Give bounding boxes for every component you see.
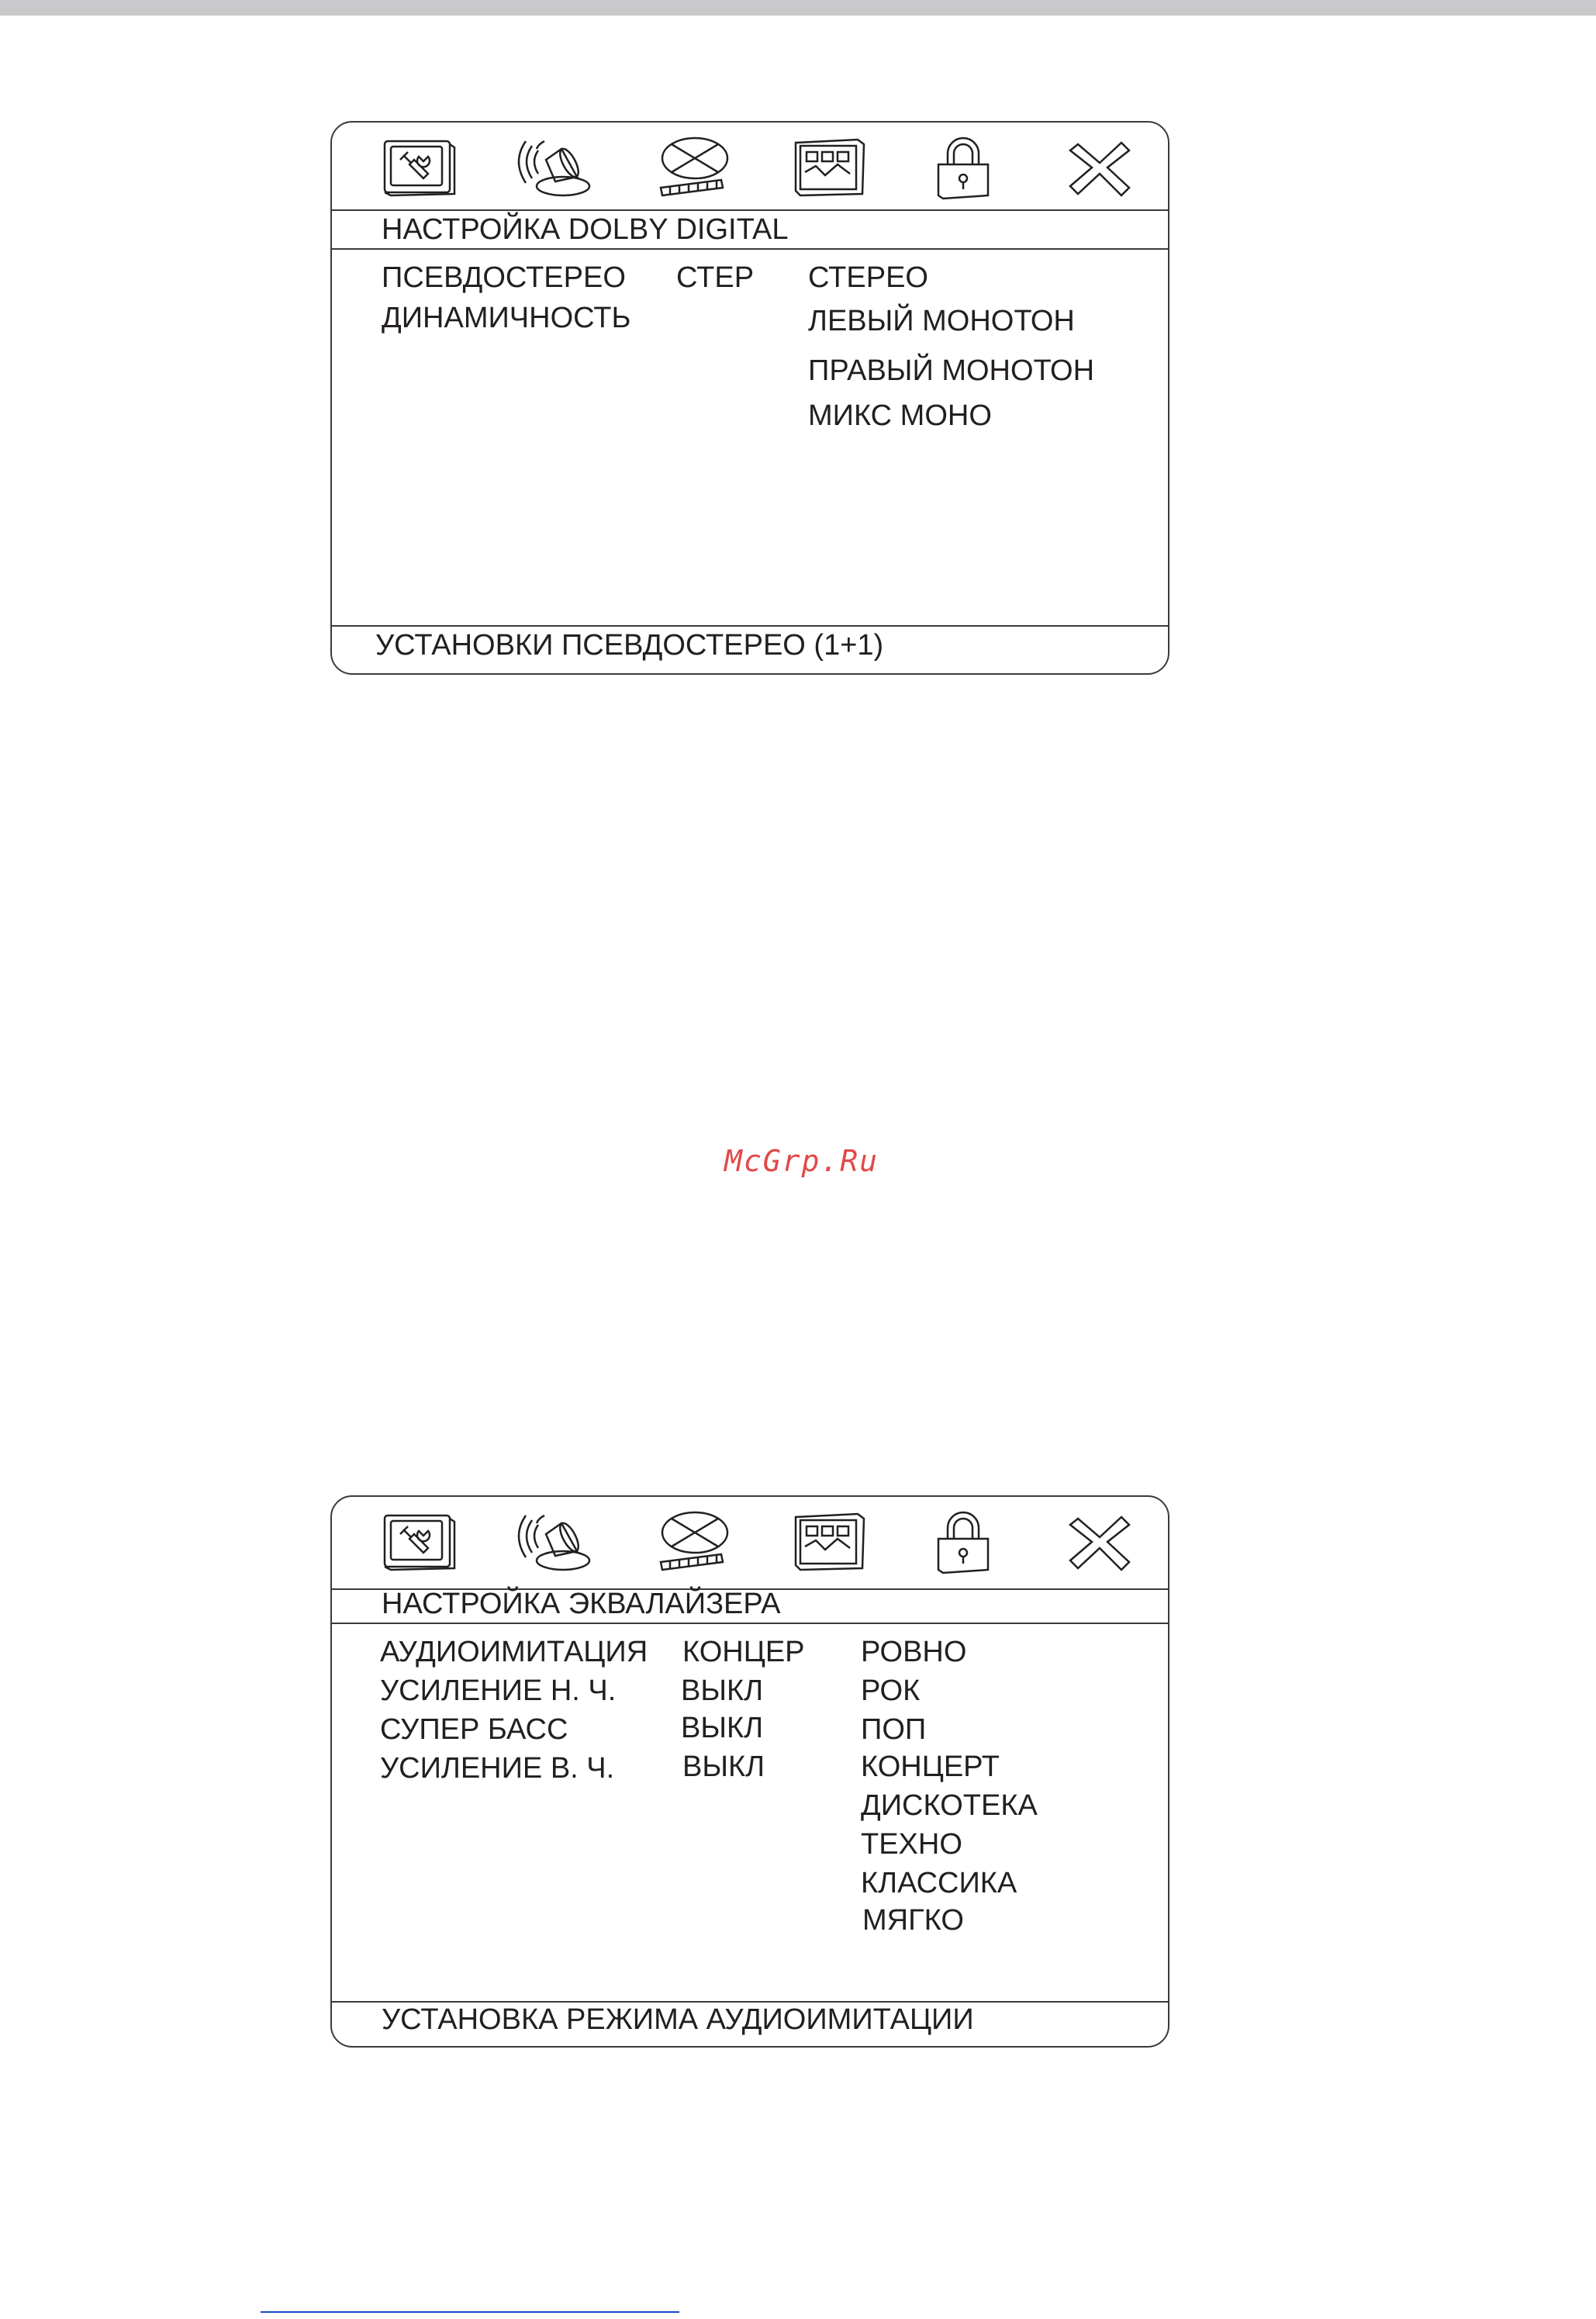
footer-link-rule <box>261 2311 679 2313</box>
menu-item-pseudostereo-value: СТЕР <box>676 261 755 294</box>
setup-tv-icon[interactable] <box>380 1508 458 1574</box>
watermark-text: McGrp.Ru <box>724 1144 879 1178</box>
setup-tv-icon[interactable] <box>380 133 458 200</box>
menu-item-treble-boost-value: ВЫКЛ <box>682 1750 765 1783</box>
lock-icon[interactable] <box>924 133 1002 200</box>
page-title: НАСТРОЙКА ЭКВАЛАЙЗЕРА <box>382 1588 781 1620</box>
option-soft[interactable]: МЯГКО <box>862 1904 964 1937</box>
menu-item-treble-boost[interactable]: УСИЛЕНИЕ В. Ч. <box>380 1752 615 1785</box>
option-flat[interactable]: РОВНО <box>861 1636 967 1668</box>
option-disco[interactable]: ДИСКОТЕКА <box>861 1789 1038 1822</box>
title-bottom-divider <box>332 1623 1168 1624</box>
option-mix-mono[interactable]: МИКС МОНО <box>808 399 992 432</box>
menu-item-dynamic[interactable]: ДИНАМИЧНОСТЬ <box>382 302 631 334</box>
lock-icon[interactable] <box>924 1508 1002 1574</box>
option-right-mono[interactable]: ПРАВЫЙ МОНОТОН <box>808 354 1095 387</box>
page-title: НАСТРОЙКА DOLBY DIGITAL <box>382 213 789 246</box>
menu-icon-bar <box>332 123 1168 208</box>
page-top-bar <box>0 0 1596 16</box>
menu-item-audio-imitation-value: КОНЦЕР <box>682 1636 805 1668</box>
option-stereo[interactable]: СТЕРЕО <box>808 261 928 294</box>
audio-speaker-icon[interactable] <box>515 1508 592 1574</box>
preferences-screen-icon[interactable] <box>789 133 867 200</box>
option-classic[interactable]: КЛАССИКА <box>861 1867 1017 1899</box>
option-left-mono[interactable]: ЛЕВЫЙ МОНОТОН <box>808 305 1075 337</box>
menu-item-bass-boost[interactable]: УСИЛЕНИЕ Н. Ч. <box>380 1674 617 1707</box>
exit-icon[interactable] <box>1061 1508 1138 1574</box>
preferences-screen-icon[interactable] <box>789 1508 867 1574</box>
status-divider <box>332 625 1168 627</box>
menu-item-super-bass-value: ВЫКЛ <box>681 1712 764 1744</box>
exit-icon[interactable] <box>1061 133 1138 200</box>
menu-item-pseudostereo[interactable]: ПСЕВДОСТЕРЕО <box>382 261 626 294</box>
option-pop[interactable]: ПОП <box>861 1713 927 1746</box>
title-bottom-divider <box>332 248 1168 250</box>
dolby-digital-menu-panel <box>330 121 1169 675</box>
option-techno[interactable]: ТЕХНО <box>861 1828 962 1861</box>
title-top-divider <box>332 209 1168 211</box>
menu-item-super-bass[interactable]: СУПЕР БАСС <box>380 1713 568 1746</box>
option-concert[interactable]: КОНЦЕРТ <box>861 1750 1000 1783</box>
video-disc-icon[interactable] <box>653 1508 731 1574</box>
audio-speaker-icon[interactable] <box>515 133 592 200</box>
menu-icon-bar <box>332 1497 1168 1582</box>
option-rock[interactable]: РОК <box>861 1674 921 1707</box>
menu-item-audio-imitation[interactable]: АУДИОИМИТАЦИЯ <box>380 1636 648 1668</box>
equalizer-menu-panel <box>330 1495 1169 2048</box>
menu-item-bass-boost-value: ВЫКЛ <box>681 1674 764 1707</box>
status-text: УСТАНОВКА РЕЖИМА АУДИОИМИТАЦИИ <box>382 2003 974 2036</box>
video-disc-icon[interactable] <box>653 133 731 200</box>
status-text: УСТАНОВКИ ПСЕВДОСТЕРЕО (1+1) <box>375 629 884 662</box>
